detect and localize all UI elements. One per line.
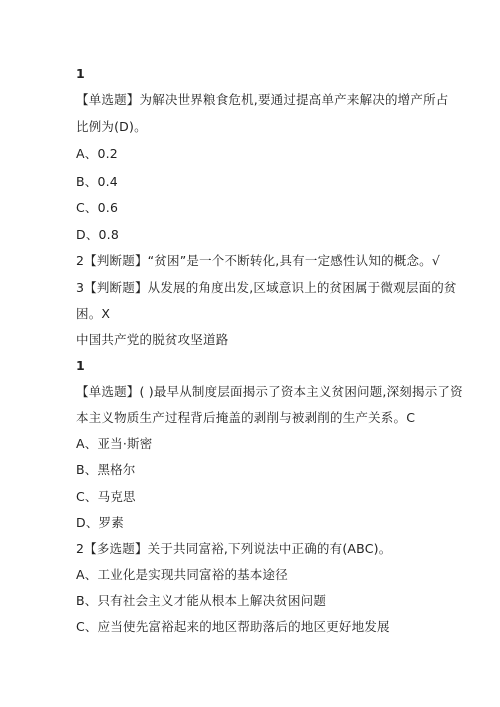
option-d: D、罗素 [76, 515, 124, 530]
section-heading: 中国共产党的脱贫攻坚道路 [76, 332, 229, 347]
question-stem-continued: 比例为(D)。 [76, 119, 147, 134]
option-a: A、0.2 [76, 146, 118, 161]
option-d: D、0.8 [76, 227, 120, 242]
option-c: C、应当使先富裕起来的地区帮助落后的地区更好地发展 [76, 619, 390, 634]
option-c: C、马克思 [76, 489, 136, 504]
option-a: A、亚当·斯密 [76, 436, 153, 451]
option-b: B、0.4 [76, 174, 118, 189]
option-c: C、0.6 [76, 200, 119, 215]
question-stem-continued: 困。X [76, 306, 111, 321]
option-b: B、只有社会主义才能从根本上解决贫困问题 [76, 593, 327, 608]
question-stem: 2【多选题】关于共同富裕,下列说法中正确的有(ABC)。 [76, 541, 392, 556]
question-stem: 3【判断题】从发展的角度出发,区域意识上的贫困属于微观层面的贫 [76, 280, 457, 295]
question-stem: 2【判断题】“贫困”是一个不断转化,具有一定感性认知的概念。√ [76, 253, 441, 268]
question-stem: 【单选题】为解决世界粮食危机,要通过提高单产来解决的增产所占 [76, 92, 449, 107]
option-a: A、工业化是实现共同富裕的基本途径 [76, 567, 288, 582]
question-number: 1 [76, 66, 85, 81]
question-stem-continued: 本主义物质生产过程背后掩盖的剥削与被剥削的生产关系。C [76, 410, 416, 425]
question-stem: 【单选题】( )最早从制度层面揭示了资本主义贫困问题,深刻揭示了资 [76, 384, 463, 399]
option-b: B、黑格尔 [76, 462, 136, 477]
question-number: 1 [76, 358, 85, 373]
